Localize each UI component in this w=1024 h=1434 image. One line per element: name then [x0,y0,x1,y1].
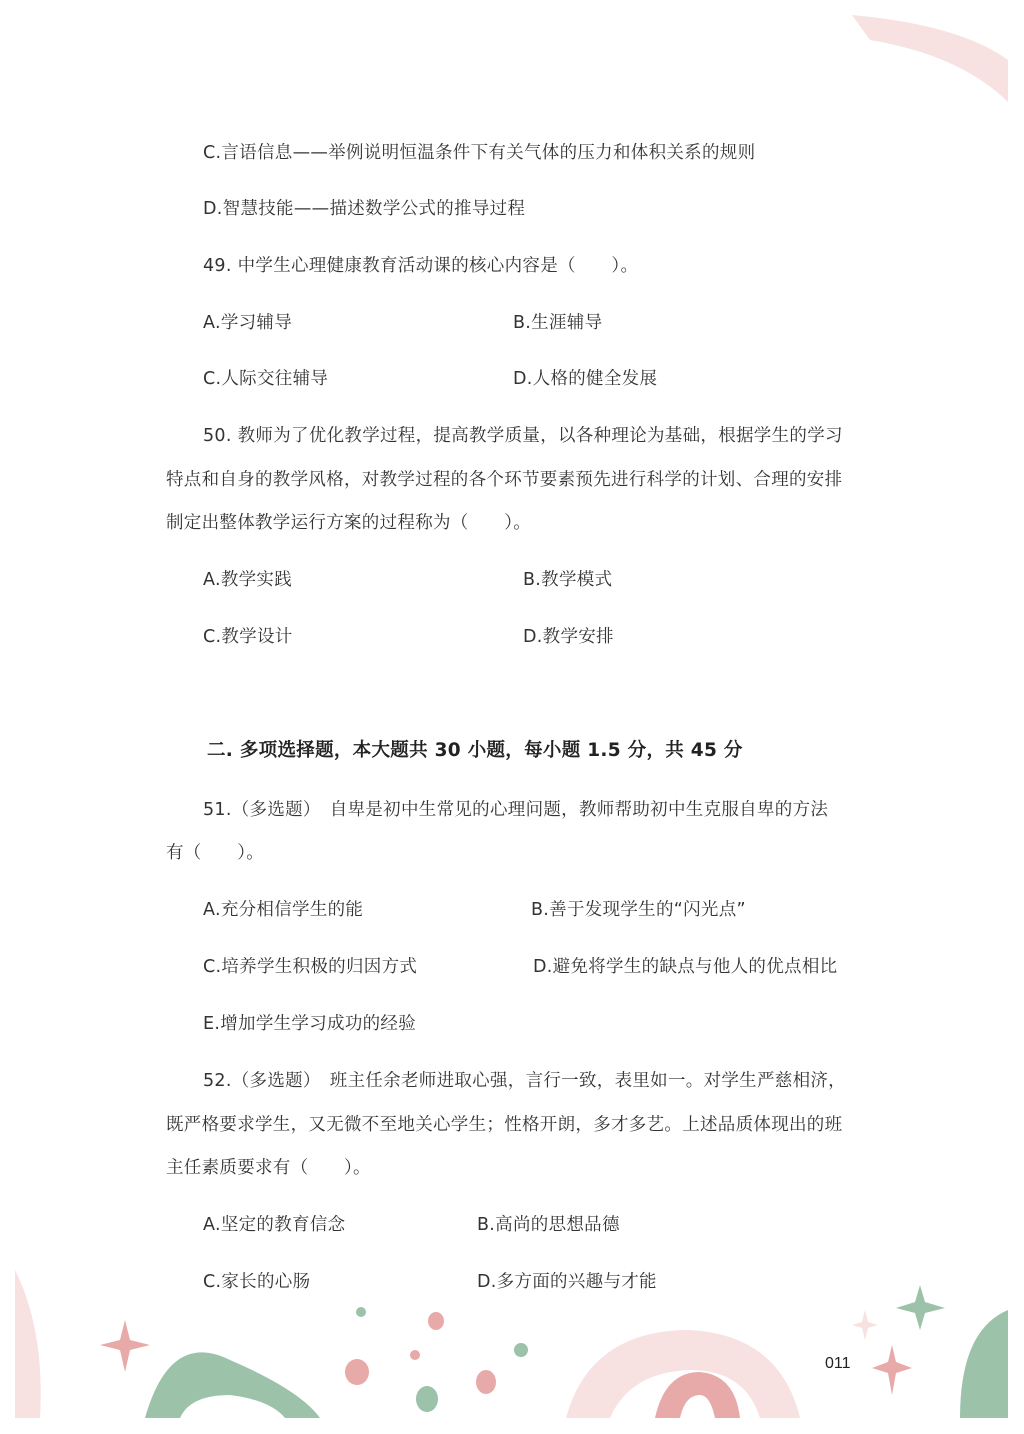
q51-option-d: D.避免将学生的缺点与他人的优点相比 [533,957,838,977]
q52-option-b: B.高尚的思想品德 [477,1215,620,1235]
q52-stem-line: 主任素质要求有（ ）。 [166,1158,371,1178]
q50-option-a: A.教学实践 [203,570,293,590]
q51-stem-line: 51.（多选题） 自卑是初中生常见的心理问题，教师帮助初中生克服自卑的方法 [203,800,829,820]
q48-option-d: D.智慧技能——描述数学公式的推导过程 [203,199,526,219]
q49-stem: 49. 中学生心理健康教育活动课的核心内容是（ ）。 [203,256,639,276]
q49-option-a: A.学习辅导 [203,313,293,333]
page-number: 011 [825,1355,851,1372]
q51-option-c: C.培养学生积极的归因方式 [203,957,418,977]
q52-option-a: A.坚定的教育信念 [203,1215,346,1235]
q52-stem-line: 52.（多选题） 班主任余老师进取心强，言行一致，表里如一。对学生严慈相济， [203,1071,846,1091]
q49-option-b: B.生涯辅导 [513,313,603,333]
q48-option-c: C.言语信息——举例说明恒温条件下有关气体的压力和体积关系的规则 [203,143,756,163]
q51-stem-line: 有（ ）。 [166,843,265,863]
section-heading: 二. 多项选择题，本大题共 30 小题，每小题 1.5 分，共 45 分 [207,740,743,761]
q50-option-d: D.教学安排 [523,627,614,647]
q49-option-c: C.人际交往辅导 [203,369,329,389]
q50-stem-line: 制定出整体教学运行方案的过程称为（ ）。 [166,513,532,533]
q49-option-d: D.人格的健全发展 [513,369,658,389]
q52-option-c: C.家长的心肠 [203,1272,311,1292]
q51-option-a: A.充分相信学生的能 [203,900,364,920]
q50-stem-line: 50. 教师为了优化教学过程，提高教学质量，以各种理论为基础，根据学生的学习 [203,426,843,446]
q50-stem-line: 特点和自身的教学风格，对教学过程的各个环节要素预先进行科学的计划、合理的安排 [166,470,843,490]
q50-option-c: C.教学设计 [203,627,293,647]
q51-option-e: E.增加学生学习成功的经验 [203,1014,417,1034]
q50-option-b: B.教学模式 [523,570,613,590]
q51-option-b: B.善于发现学生的“闪光点” [531,900,746,920]
top-right-arc-decoration [852,15,1008,102]
q52-stem-line: 既严格要求学生，又无微不至地关心学生；性格开朗，多才多艺。上述品质体现出的班 [166,1115,843,1135]
q52-option-d: D.多方面的兴趣与才能 [477,1272,657,1292]
